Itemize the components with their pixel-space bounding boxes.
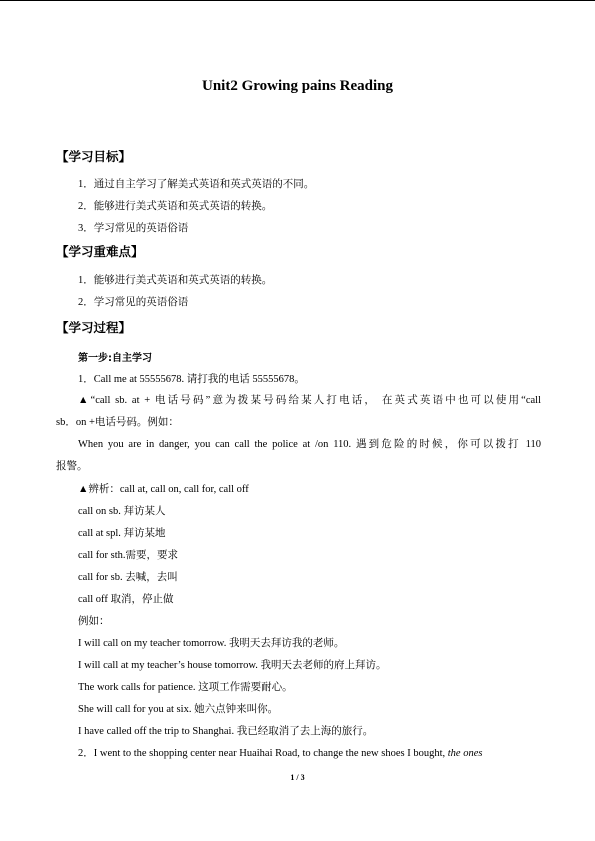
body-line-italic: the ones: [447, 748, 483, 759]
body-line: call on sb. 拜访某人: [78, 506, 166, 517]
goal-item: 1．通过自主学习了解美式英语和英式英语的不同。: [78, 179, 315, 190]
body-line: call for sth.需要，要求: [78, 550, 179, 561]
body-line: 报警。: [56, 461, 88, 472]
section-heading-process: 【学习过程】: [56, 320, 132, 335]
body-line: ▲辨析：call at, call on, call for, call off: [78, 484, 249, 495]
body-line: 1．Call me at 55555678. 请打我的电话 55555678。: [78, 374, 305, 385]
body-line: call for sb. 去喊，去叫: [78, 572, 178, 583]
body-line: call at spl. 拜访某地: [78, 528, 166, 539]
page-number: 1 / 3: [290, 773, 305, 782]
section-heading-key-points: 【学习重难点】: [56, 244, 144, 259]
top-rule: [0, 0, 595, 1]
section-heading-goals: 【学习目标】: [56, 149, 132, 164]
body-line: [78, 745, 482, 760]
body-line: sb．on +电话号码。例如：: [56, 417, 179, 428]
body-line: The work calls for patience. 这项工作需要耐心。: [78, 682, 293, 693]
body-line: ▲“call sb. at + 电话号码”意为拨某号码给某人打电话， 在英式英语中也可以使用“call: [78, 395, 541, 406]
body-line: When you are in danger, you can call the police at /on 110. 遇到危险的时候，你可以拨打 110: [78, 439, 541, 450]
goal-item: 2．能够进行美式英语和英式英语的转换。: [78, 201, 273, 212]
body-line: I will call on my teacher tomorrow. 我明天去拜访我的老师。: [78, 638, 345, 649]
key-point-item: 2．学习常见的英语俗语: [78, 297, 189, 308]
body-line-main: 2．I went to the shopping center near Huaihai Road, to change the new shoes I bought,: [78, 748, 448, 759]
body-line: call off 取消，停止做: [78, 594, 174, 605]
body-line: I will call at my teacher’s house tomorrow. 我明天去老师的府上拜访。: [78, 660, 387, 671]
key-point-item: 1．能够进行美式英语和英式英语的转换。: [78, 275, 273, 286]
body-line: 例如：: [78, 616, 110, 627]
body-line: She will call for you at six. 她六点钟来叫你。: [78, 704, 279, 715]
body-line: I have called off the trip to Shanghai. 我已经取消了去上海的旅行。: [78, 726, 374, 737]
goal-item: 3．学习常见的英语俗语: [78, 223, 189, 234]
step-heading: 第一步:自主学习: [78, 353, 152, 364]
document-title: Unit2 Growing pains Reading: [201, 78, 393, 94]
